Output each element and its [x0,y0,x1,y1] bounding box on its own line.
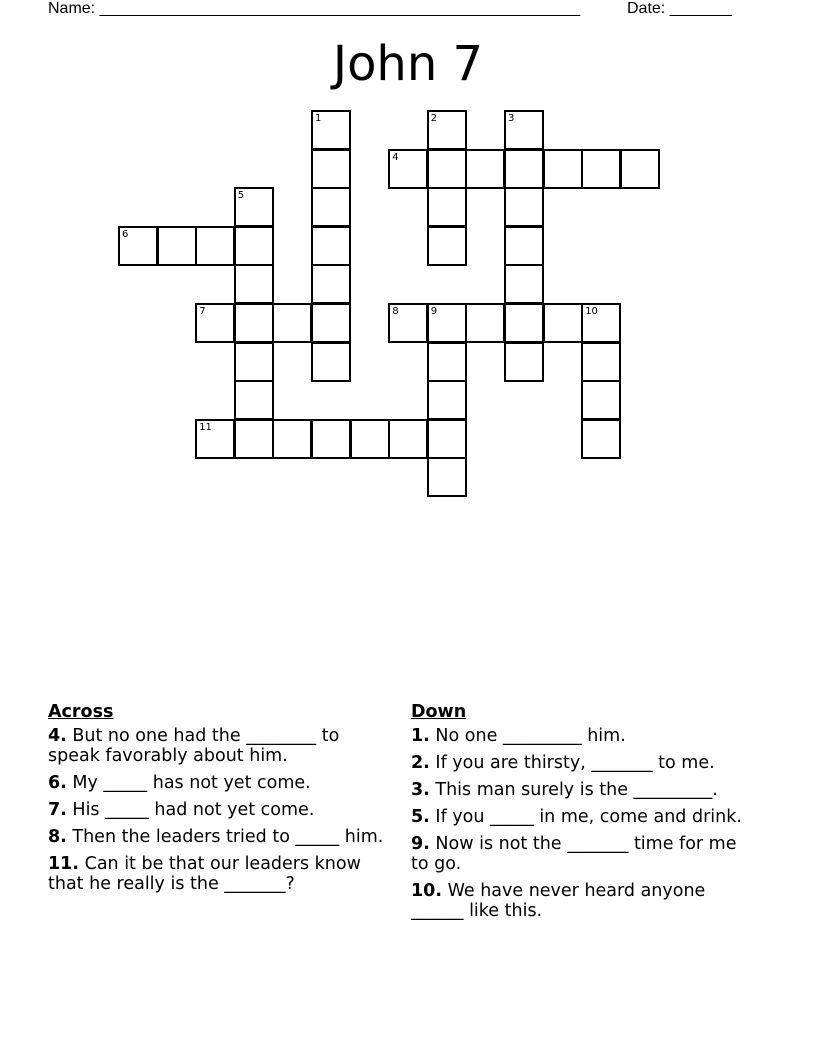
grid-cell[interactable] [504,264,544,304]
clue-text: We have never heard anyone ______ like this. [411,881,706,921]
cell-number: 5 [237,190,245,202]
clue-text: Can it be that our leaders know that he really is the _______? [48,854,361,894]
grid-cell[interactable] [465,303,505,343]
grid-cell[interactable] [581,380,621,420]
grid-cell[interactable] [195,226,235,266]
clue-text: My _____ has not yet come. [72,773,311,793]
grid-cell[interactable] [234,303,274,343]
clue-number: 11. [48,854,80,874]
grid-cell[interactable] [157,226,197,266]
clue-down-10 [411,881,756,921]
clue-text: But no one had the ________ to speak favorably about him. [48,726,340,766]
grid-cell[interactable] [311,419,351,459]
clue-across-4 [48,726,393,766]
clue-down-2 [411,753,756,773]
down-heading: Down [411,702,467,722]
grid-cell[interactable] [504,149,544,189]
grid-cell[interactable] [350,419,390,459]
clue-number: 2. [411,753,430,773]
grid-cell[interactable] [234,342,274,382]
clue-number: 6. [48,773,67,793]
down-clues [411,702,756,928]
grid-cell[interactable] [427,419,467,459]
clue-across-7 [48,800,393,820]
grid-cell[interactable] [543,149,583,189]
grid-cell[interactable] [234,187,274,227]
grid-cell[interactable] [388,419,428,459]
cell-number: 10 [585,306,598,317]
across-clues [48,702,393,901]
clue-number: 4. [48,726,67,746]
cell-number: 11 [199,421,212,433]
grid-cell[interactable] [504,110,544,150]
grid-cell[interactable] [195,419,235,459]
grid-cell[interactable] [311,187,351,227]
grid-cell[interactable] [118,226,158,266]
grid-cell[interactable] [311,342,351,382]
grid-cell[interactable] [504,226,544,266]
grid-cell[interactable] [427,457,467,497]
clue-number: 5. [411,807,430,827]
grid-cell[interactable] [234,419,274,459]
grid-cell[interactable] [427,149,467,189]
grid-cell[interactable] [504,187,544,227]
page-title: John 7 [332,36,484,92]
clue-text: This man surely is the _________. [435,780,718,800]
clue-number: 9. [411,834,430,854]
grid-cell[interactable] [427,380,467,420]
grid-cell[interactable] [504,342,544,382]
grid-cell[interactable] [311,110,351,150]
date-field: Date: _______ [627,0,732,17]
cell-number: 8 [392,306,399,317]
grid-cell[interactable] [388,303,428,343]
grid-cell[interactable] [620,149,660,189]
grid-cell[interactable] [504,303,544,343]
clue-number: 10. [411,881,443,901]
clue-down-5 [411,807,756,827]
clue-across-11 [48,854,393,894]
clue-text: His _____ had not yet come. [72,800,315,820]
grid-cell[interactable] [272,303,312,343]
cell-number: 6 [122,228,129,240]
grid-cell[interactable] [581,303,621,343]
grid-cell[interactable] [388,149,428,189]
clue-text: If you are thirsty, _______ to me. [435,753,715,773]
clue-number: 7. [48,800,67,820]
clue-text: Now is not the _______ time for me to go. [411,834,737,874]
clue-text: Then the leaders tried to _____ him. [72,827,384,847]
grid-cell[interactable] [234,264,274,304]
cell-number: 7 [199,306,206,317]
grid-cell[interactable] [195,303,235,343]
cell-number: 3 [508,113,515,124]
clue-text: No one _________ him. [435,726,626,746]
grid-cell[interactable] [543,303,583,343]
grid-cell[interactable] [311,264,351,304]
name-field: Name: ______________________________________________________ [48,0,581,17]
grid-cell[interactable] [311,226,351,266]
clue-down-9 [411,834,756,874]
clue-down-3 [411,780,756,800]
cell-number: 1 [315,113,322,124]
grid-cell[interactable] [427,110,467,150]
grid-cell[interactable] [234,380,274,420]
grid-cell[interactable] [234,226,274,266]
grid-cell[interactable] [311,149,351,189]
clue-text: If you _____ in me, come and drink. [435,807,742,827]
grid-cell[interactable] [311,303,351,343]
grid-cell[interactable] [581,342,621,382]
clue-number: 1. [411,726,430,746]
clue-down-1 [411,726,756,746]
grid-cell[interactable] [427,303,467,343]
cell-number: 9 [430,306,438,317]
clue-across-6 [48,773,393,793]
grid-cell[interactable] [581,149,621,189]
grid-cell[interactable] [427,226,467,266]
across-heading: Across [48,702,114,722]
clue-number: 8. [48,827,67,847]
grid-cell[interactable] [427,342,467,382]
cell-number: 4 [392,151,399,163]
clue-across-8 [48,827,393,847]
grid-cell[interactable] [581,419,621,459]
grid-cell[interactable] [465,149,505,189]
cell-number: 2 [430,113,438,124]
clue-number: 3. [411,780,430,800]
grid-cell[interactable] [427,187,467,227]
grid-cell[interactable] [272,419,312,459]
